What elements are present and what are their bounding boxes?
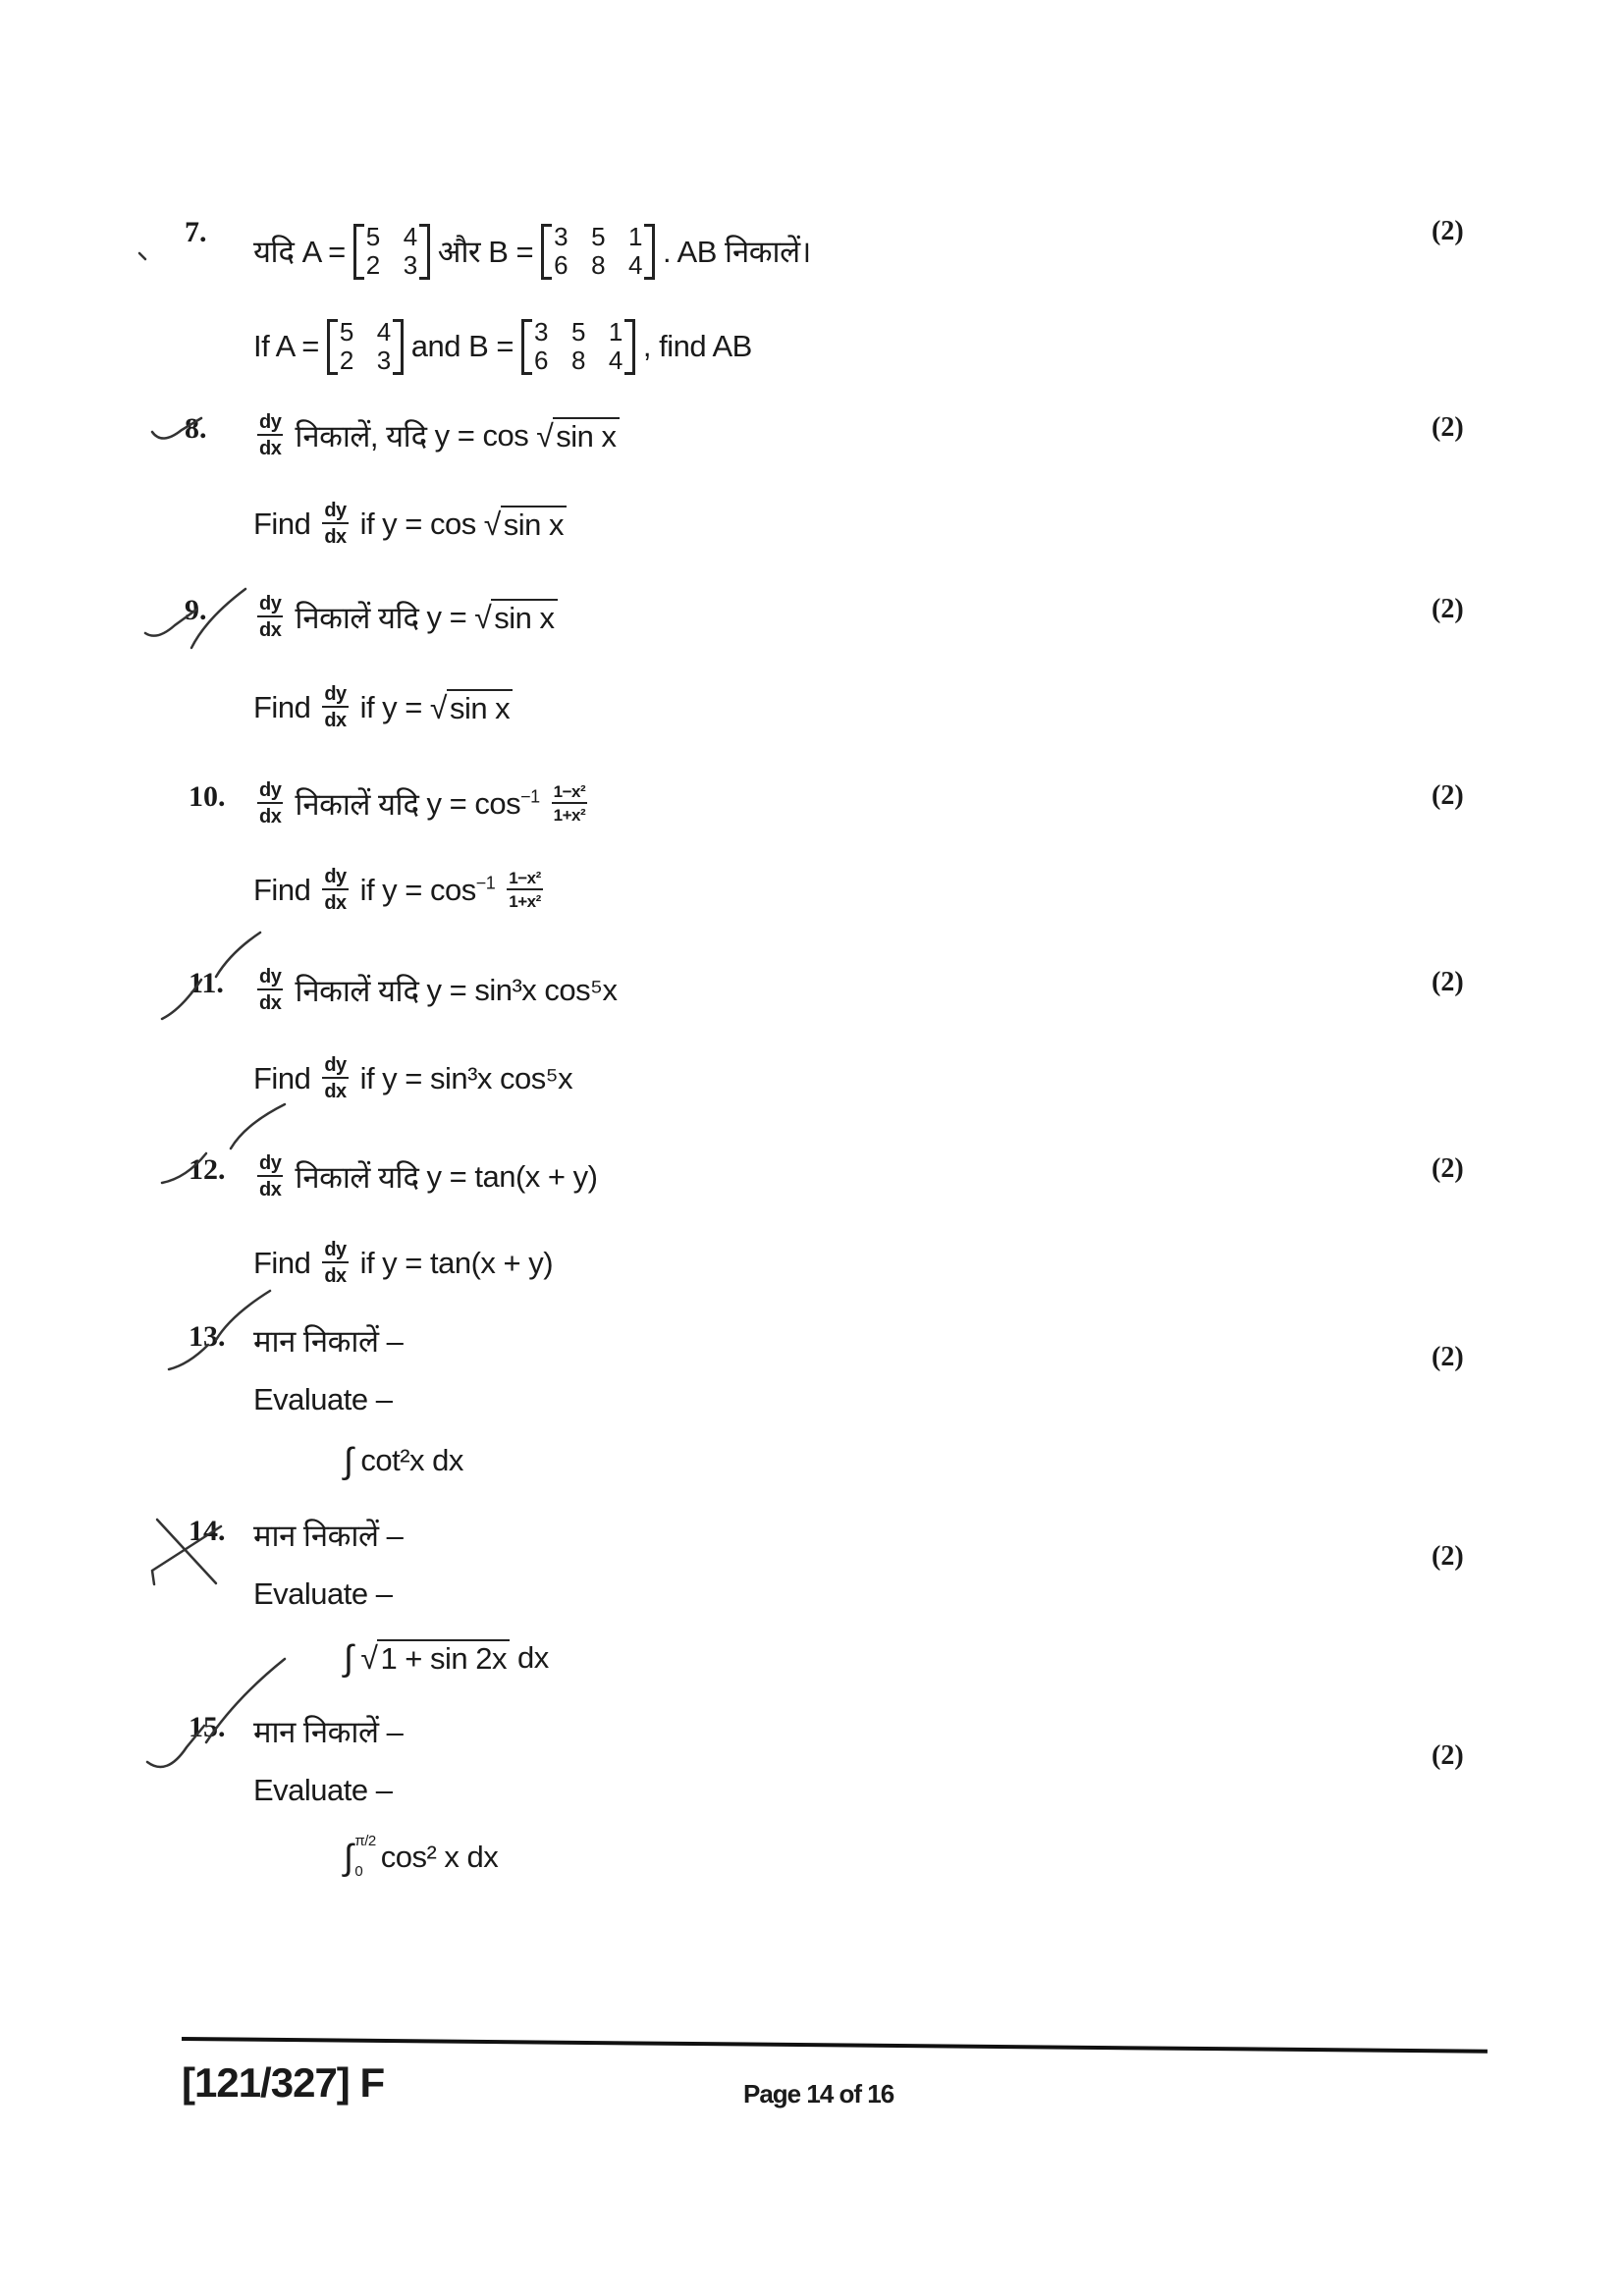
expression: y = cos (434, 417, 529, 453)
text: if (359, 1060, 375, 1095)
english-text (253, 1055, 572, 1101)
integral: ∫ cot²x dx (344, 1440, 463, 1480)
english-text (253, 319, 752, 375)
question-number: 8. (185, 412, 207, 445)
sqrt: √ sin x (484, 506, 567, 543)
english-text: Evaluate – (253, 1773, 393, 1807)
fraction: $\frac{\text{1−x²}}{\text{1+x²}}$ (553, 782, 586, 825)
question-number: 10. (189, 780, 226, 813)
question-number: 12. (189, 1153, 226, 1186)
hindi-text (253, 1153, 597, 1200)
question-number: 11. (189, 967, 224, 999)
paper-code: [121/327] F (182, 2059, 385, 2106)
derivative: $\frac{dy}{dx}$ (259, 779, 282, 828)
derivative: $\frac{dy}{dx}$ (259, 1152, 282, 1201)
derivative: $\frac{dy}{dx}$ (324, 683, 347, 731)
text: निकालें यदि (295, 786, 419, 822)
integral: ∫ √ 1 + sin 2x dx (344, 1637, 549, 1678)
expression: y = tan(x + y) (382, 1245, 554, 1280)
derivative: $\frac{dy}{dx}$ (259, 966, 282, 1014)
hindi-text: मान निकालें – (253, 1715, 404, 1749)
hindi-text: मान निकालें – (253, 1519, 404, 1553)
text: , find AB (642, 329, 752, 364)
text: if (359, 1245, 375, 1280)
matrix-b: 3 5 1 6 8 4 (541, 224, 655, 280)
question-number: 7. (185, 216, 207, 248)
question-number: 14. (189, 1515, 226, 1547)
text: और B = (437, 235, 534, 270)
derivative: $\frac{dy}{dx}$ (324, 500, 347, 548)
expression: $y = \cos^{-1}$ (382, 872, 496, 907)
text: यदि A = (253, 235, 346, 270)
marks: (2) (1432, 1153, 1464, 1184)
expression: $y = \cos^{-1}$ (426, 785, 540, 821)
derivative: $\frac{dy}{dx}$ (259, 593, 282, 641)
question-number: 9. (185, 594, 207, 626)
expression: y = sin³x cos⁵x (382, 1060, 573, 1095)
hindi-text (253, 780, 591, 827)
text: निकालें यदि (295, 1159, 419, 1195)
expression: y = cos (382, 506, 476, 541)
english-text (253, 1240, 553, 1286)
text: . AB निकालें। (663, 235, 811, 270)
english-text: Evaluate – (253, 1382, 393, 1416)
hindi-text (253, 967, 618, 1013)
marks: (2) (1432, 1541, 1464, 1572)
fraction: $\frac{\text{1−x²}}{\text{1+x²}}$ (509, 869, 541, 911)
text: Find (253, 506, 311, 541)
integral: ∫ π/2 0 cos² x dx (344, 1833, 499, 1880)
marks: (2) (1432, 1740, 1464, 1771)
question-number: 15. (189, 1711, 226, 1743)
derivative: $\frac{dy}{dx}$ (324, 866, 347, 914)
expression: y = sin³x cos⁵x (426, 972, 618, 1007)
text: and B = (410, 329, 514, 364)
english-text: Evaluate – (253, 1576, 393, 1611)
hindi-text (253, 224, 811, 280)
expression: y = (426, 599, 467, 634)
expression: y = (382, 689, 422, 724)
sqrt: √ sin x (474, 599, 557, 636)
expression: y = tan(x + y) (426, 1158, 598, 1194)
question-number: 13. (189, 1320, 226, 1353)
tick-mark-icon (139, 253, 145, 259)
hindi-text (253, 412, 620, 458)
text: if (359, 872, 375, 907)
sqrt: √ sin x (536, 417, 619, 454)
text: निकालें, यदि (295, 418, 427, 454)
matrix-a: 5 4 2 3 (327, 319, 404, 375)
text: if (359, 506, 375, 541)
text: निकालें यदि (295, 600, 419, 635)
derivative: $\frac{dy}{dx}$ (324, 1239, 347, 1287)
text: Find (253, 1245, 311, 1280)
matrix-b: 3 5 1 6 8 4 (521, 319, 635, 375)
pen-stroke-icon (231, 1104, 285, 1148)
marks: (2) (1432, 216, 1464, 246)
matrix-a: 5 4 2 3 (353, 224, 430, 280)
text: Find (253, 1060, 311, 1095)
text: if (359, 689, 375, 724)
derivative: $\frac{dy}{dx}$ (324, 1054, 347, 1102)
text: Find (253, 689, 311, 724)
english-text (253, 684, 513, 730)
footer-divider (182, 2037, 1488, 2054)
marks: (2) (1432, 1342, 1464, 1372)
text: निकालें यदि (295, 973, 419, 1008)
sqrt: √ sin x (430, 689, 513, 726)
marks: (2) (1432, 412, 1464, 443)
hindi-text (253, 594, 558, 640)
text: Find (253, 872, 311, 907)
text: If A = (253, 329, 319, 364)
page-number: Page 14 of 16 (743, 2079, 894, 2109)
english-text (253, 867, 547, 913)
marks: (2) (1432, 967, 1464, 997)
hindi-text: मान निकालें – (253, 1324, 404, 1359)
marks: (2) (1432, 594, 1464, 624)
marks: (2) (1432, 780, 1464, 811)
derivative: $\frac{dy}{dx}$ (259, 411, 282, 459)
english-text (253, 501, 567, 547)
